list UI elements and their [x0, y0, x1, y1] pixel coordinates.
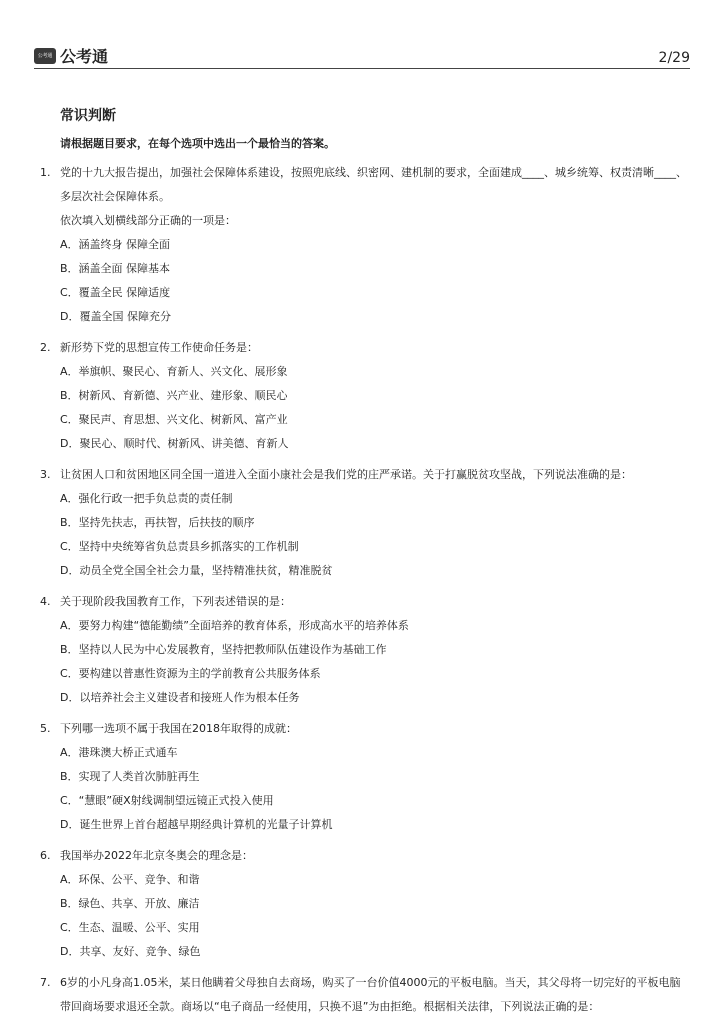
option-c: C．生态、温暖、公平、实用: [60, 921, 200, 934]
option-d: D．聚民心、顺时代、树新风、讲美德、育新人: [60, 437, 289, 450]
option-a: A．环保、公平、竞争、和谐: [60, 873, 200, 886]
page-number: 2/29: [658, 50, 690, 66]
option-d: D．动员全党全国全社会力量，坚持精准扶贫，精准脱贫: [60, 564, 333, 577]
page-header: [34, 40, 690, 70]
option-a: A．要努力构建“德能勤绩”全面培养的教育体系，形成高水平的培养体系: [60, 619, 409, 632]
option-a: A．涵盖终身 保障全面: [60, 238, 171, 251]
question-6: [40, 844, 690, 964]
option-c: C．“慧眼”硬X射线调制望远镜正式投入使用: [60, 794, 274, 807]
option-b: B．实现了人类首次肺脏再生: [60, 770, 200, 783]
option-b: B．树新风、育新德、兴产业、建形象、顺民心: [60, 389, 288, 402]
question-prompt: 依次填入划横线部分正确的一项是：: [60, 214, 236, 227]
question-stem: 让贫困人口和贫困地区同全国一道进入全面小康社会是我们党的庄严承诺。关于打赢脱贫攻坚战，下列说法准确的是：: [60, 468, 632, 481]
question-number: 3.: [40, 468, 51, 481]
option-c: C．坚持中央统筹省负总责县乡抓落实的工作机制: [60, 540, 299, 553]
question-7: [40, 971, 690, 1019]
question-5: [40, 717, 690, 837]
option-c: C．聚民声、育思想、兴文化、树新风、富产业: [60, 413, 288, 426]
option-c: C．要构建以普惠性资源为主的学前教育公共服务体系: [60, 667, 321, 680]
question-1: [40, 161, 690, 329]
option-b: B．涵盖全面 保障基本: [60, 262, 171, 275]
question-stem: 6岁的小凡身高1.05米，某日他瞒着父母独自去商场，购买了一台价值4000元的平板电脑。当天，其父母将一切完好的平板电脑带回商场要求退还全款。商场以“电子商品一经使用，只换不退”为由拒绝。根据相关法律，下列说法正确的是：: [60, 976, 681, 1013]
question-number: 4.: [40, 595, 51, 608]
document-body: [40, 104, 690, 1019]
question-stem: 新形势下党的思想宣传工作使命任务是：: [60, 341, 258, 354]
option-a: A．举旗帜、聚民心、育新人、兴文化、展形象: [60, 365, 288, 378]
question-number: 1.: [40, 166, 51, 179]
question-stem: 关于现阶段我国教育工作，下列表述错误的是：: [60, 595, 291, 608]
logo-text: 公考通: [60, 47, 109, 66]
question-4: [40, 590, 690, 710]
question-3: [40, 463, 690, 583]
logo-badge-icon: 公考通: [34, 48, 56, 64]
section-title: 常识判断: [60, 108, 116, 124]
header-divider: [34, 68, 690, 69]
question-2: [40, 336, 690, 456]
option-a: A．港珠澳大桥正式通车: [60, 746, 178, 759]
question-stem: 我国举办2022年北京冬奥会的理念是：: [60, 849, 253, 862]
option-c: C．覆盖全民 保障适度: [60, 286, 171, 299]
question-number: 2.: [40, 341, 51, 354]
option-b: B．坚持以人民为中心发展教育，坚持把教师队伍建设作为基础工作: [60, 643, 387, 656]
question-number: 6.: [40, 849, 51, 862]
option-d: D．诞生世界上首台超越早期经典计算机的光量子计算机: [60, 818, 333, 831]
option-d: D．以培养社会主义建设者和接班人作为根本任务: [60, 691, 300, 704]
question-number: 5.: [40, 722, 51, 735]
option-d: D．覆盖全国 保障充分: [60, 310, 171, 323]
option-b: B．坚持先扶志，再扶智，后扶技的顺序: [60, 516, 255, 529]
brand-logo: [34, 44, 108, 67]
question-stem: 党的十九大报告提出，加强社会保障体系建设，按照兜底线、织密网、建机制的要求，全面建成____、城乡统筹、权责清晰____、多层次社会保障体系。: [60, 166, 687, 203]
option-d: D．共享、友好、竞争、绿色: [60, 945, 201, 958]
option-a: A．强化行政一把手负总责的责任制: [60, 492, 233, 505]
question-number: 7.: [40, 976, 51, 989]
option-b: B．绿色、共享、开放、廉洁: [60, 897, 200, 910]
section-instruction: 请根据题目要求，在每个选项中选出一个最恰当的答案。: [60, 137, 335, 150]
question-stem: 下列哪一选项不属于我国在2018年取得的成就：: [60, 722, 297, 735]
